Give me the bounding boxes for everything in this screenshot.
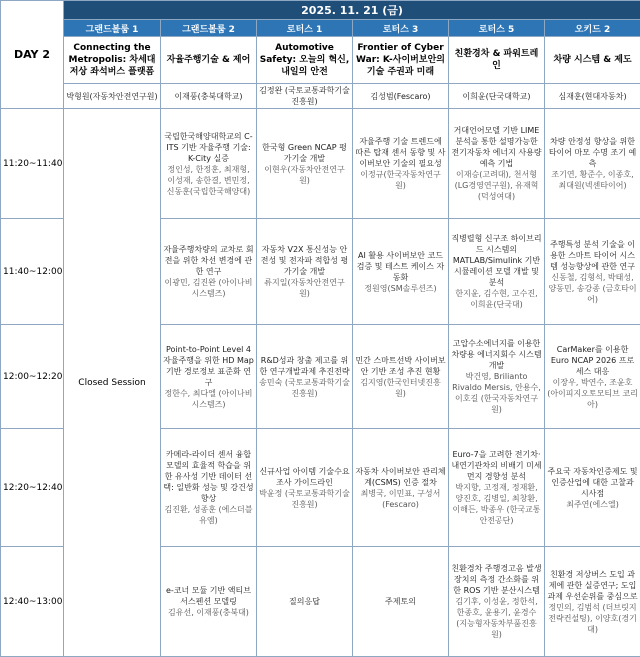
session-chair: 이희윤(단국대학교): [449, 84, 545, 109]
talk-authors: 신동철, 김형석, 박태성, 양동민, 송강종 (금호타이어): [547, 272, 638, 305]
talk-title: e-코너 모듈 기반 액티브 서스펜션 모델링: [163, 585, 254, 607]
talk-title: 자율주행차량의 교차로 회전을 위한 차선 변경에 관한 연구: [163, 244, 254, 277]
session-title: Connecting the Metropolis: 차세대 저상 좌석버스 플랫폼: [64, 37, 161, 84]
talk-cell: [257, 219, 353, 325]
talk-authors: 이정규(한국자동차연구원): [355, 169, 446, 191]
talk-cell: [257, 325, 353, 429]
talk-title: 주행특성 분석 기술을 이용한 스마트 타이어 시스템 성능향상에 관한 연구: [547, 239, 638, 272]
talk-title: 자동차 사이버보안 관리체계(CSMS) 인증 절차: [355, 466, 446, 488]
talk-cell: [449, 547, 545, 657]
talk-authors: 최주연(에스엘): [547, 499, 638, 510]
talk-authors: 정인성, 한정훈, 최재형, 이성재, 송한결, 변민정, 신동훈(국립한국해양대): [163, 164, 254, 197]
talk-authors: 김유선, 이재풍(충북대): [163, 607, 254, 618]
talk-authors: 이광민, 김진완 (아이나비시스템즈): [163, 277, 254, 299]
room-header: 로터스 5: [449, 20, 545, 37]
talk-authors: 박윤정 (국토교통과학기술진흥원): [259, 488, 350, 510]
talk-title: 차량 안정성 향상을 위한 타이어 마모 수명 조기 예측: [547, 136, 638, 169]
talk-cell: [449, 429, 545, 547]
talk-authors: 이재승(고려대), 천서형(LG경영연구원), 유재혁(덕성여대): [451, 169, 542, 202]
talk-cell: [545, 109, 640, 219]
talk-authors: 이장우, 박연수, 조윤호 (아이피지오토모티브 코리아): [547, 377, 638, 410]
talk-title: 친환경 저상버스 도입 과제에 관한 실증연구; 도입 과제 우선순위를 중심으로: [547, 569, 638, 602]
talk-cell: [353, 109, 449, 219]
time-slot: 12:20~12:40: [1, 429, 64, 547]
session-title: Frontier of Cyber War: K-사이버보안의 기술 주권과 미래: [353, 37, 449, 84]
room-header: 로터스 3: [353, 20, 449, 37]
talk-cell: [257, 429, 353, 547]
talk-authors: 최병국, 이민표, 구성서 (Fescaro): [355, 488, 446, 510]
talk-cell: [257, 109, 353, 219]
time-slot-row: [1, 109, 640, 219]
talk-authors: 이현우(자동차안전연구원): [259, 164, 350, 186]
talk-title: 질의응답: [259, 596, 350, 607]
session-chair: 김성범(Fescaro): [353, 84, 449, 109]
session-chair: 박형원(자동차안전연구원): [64, 84, 161, 109]
talk-cell: [545, 429, 640, 547]
talk-cell: [353, 547, 449, 657]
time-slot: 11:20~11:40: [1, 109, 64, 219]
session-title: 차량 시스템 & 제도: [545, 37, 640, 84]
talk-title: CarMaker를 이용한 Euro NCAP 2026 프로세스 대응: [547, 344, 638, 377]
closed-session: Closed Session: [64, 109, 161, 657]
room-header: 그랜드볼룸 1: [64, 20, 161, 37]
talk-cell: [353, 219, 449, 325]
session-chair: 심재훈(현대자동차): [545, 84, 640, 109]
time-slot: 12:00~12:20: [1, 325, 64, 429]
talk-cell: [161, 219, 257, 325]
talk-authors: 김지영(한국인터넷진흥원): [355, 377, 446, 399]
talk-title: 고압수소에너지를 이용한 차량용 에너지회수 시스템 개발: [451, 338, 542, 371]
talk-cell: [257, 547, 353, 657]
date-header: 2025. 11. 21 (금): [64, 1, 640, 20]
talk-cell: [545, 325, 640, 429]
talk-authors: 김진환, 성종훈 (에스더블유엠): [163, 504, 254, 526]
talk-cell: [449, 109, 545, 219]
talk-title: 한국형 Green NCAP 평가기술 개발: [259, 142, 350, 164]
talk-authors: 김기후, 이성윤, 정한석, 한종호, 윤용기, 윤경수 (지능형자동차부품진흥원): [451, 596, 542, 640]
talk-authors: 한지윤, 김수현, 고수진, 이희윤(단국대): [451, 288, 542, 310]
talk-title: Euro-7을 고려한 전기차·내연기관차의 비배기 미세먼지 경향성 분석: [451, 449, 542, 482]
talk-title: 신규사업 아이템 기술수요조사 가이드라인: [259, 466, 350, 488]
session-chair: 김정완 (국토교통과학기술진흥원): [257, 84, 353, 109]
talk-title: AI 활용 사이버보안 코드 검증 및 테스트 케이스 자동화: [355, 250, 446, 283]
time-slot: 12:40~13:00: [1, 547, 64, 657]
talk-cell: [161, 429, 257, 547]
talk-title: 카메라-라이더 센서 융합 모델의 효율적 학습을 위한 유사성 기반 데이터 선택: 일반화 성능 및 강건성 향상: [163, 449, 254, 504]
talk-cell: [353, 325, 449, 429]
time-slot: 11:40~12:00: [1, 219, 64, 325]
talk-authors: 류지일(자동차안전연구원): [259, 277, 350, 299]
talk-title: Point-to-Point Level 4 자율주행을 위한 HD Map 기반 경로정보 표준화 연구: [163, 344, 254, 388]
talk-title: 주요국 자동차인증제도 및 인증산업에 대한 고찰과 시사점: [547, 466, 638, 499]
talk-title: 거대언어모델 기반 LIME 분석을 통한 설명가능한 전기자동차 에너지 사용량 예측 기법: [451, 125, 542, 169]
talk-authors: 박지향, 고정재, 정재환, 양진호, 김병일, 최창환, 이해든, 박종우 (한국교통안전공단): [451, 482, 542, 526]
session-chair: 이재풍(충북대학교): [161, 84, 257, 109]
day-label-cell: [1, 1, 64, 109]
talk-cell: [449, 219, 545, 325]
talk-title: 자율주행 기술 트렌드에 따른 탑재 센서 동향 및 사이버보안 기술의 필요성: [355, 136, 446, 169]
talk-title: R&D성과 창출 제고를 위한 연구개발과제 추진전략: [259, 355, 350, 377]
room-header: 오키드 2: [545, 20, 640, 37]
talk-title: 민간 스마트선박 사이버보안 기반 조성 추진 현황: [355, 355, 446, 377]
talk-cell: [545, 547, 640, 657]
talk-authors: 정민의, 김범석 (더브릿지전략컨설팅), 이양호(경기대): [547, 602, 638, 635]
talk-title: 직병렬형 신구조 하이브리드 시스템의 MATLAB/Simulink 기반 시뮬레이션 모델 개발 및 분석: [451, 233, 542, 288]
talk-authors: 조기연, 황준수, 이종호, 최대원(넥센타이어): [547, 169, 638, 191]
talk-cell: [449, 325, 545, 429]
talk-authors: 정원영(SM솔루션즈): [355, 283, 446, 294]
room-header: 그랜드볼룸 2: [161, 20, 257, 37]
talk-authors: 정한수, 최다엘 (아이나비시스템즈): [163, 388, 254, 410]
session-title: 친환경차 & 파워트레인: [449, 37, 545, 84]
talk-title: 국립한국해양대학교의 C-ITS 기반 자율주행 기술: K-City 실증: [163, 131, 254, 164]
talk-cell: [161, 325, 257, 429]
talk-cell: [353, 429, 449, 547]
talk-cell: [161, 547, 257, 657]
day-label: DAY 2: [14, 48, 50, 61]
session-title: Automotive Safety: 오늘의 혁신, 내일의 안전: [257, 37, 353, 84]
talk-authors: 박건영, Brilianto Rivaldo Mersis, 안용수, 이호길 (한국자동차연구원): [451, 371, 542, 415]
talk-cell: [161, 109, 257, 219]
talk-title: 자동차 V2X 통신성능 안전성 및 전자파 적합성 평가기술 개발: [259, 244, 350, 277]
talk-title: 친환경차 주행경고음 발생장치의 측정 간소화를 위한 ROS 기반 분산시스템: [451, 563, 542, 596]
talk-authors: 송민숙 (국토교통과학기술진흥원): [259, 377, 350, 399]
talk-cell: [545, 219, 640, 325]
session-title: 자율주행기술 & 제어: [161, 37, 257, 84]
room-header: 로터스 1: [257, 20, 353, 37]
talk-title: 주제토의: [355, 596, 446, 607]
